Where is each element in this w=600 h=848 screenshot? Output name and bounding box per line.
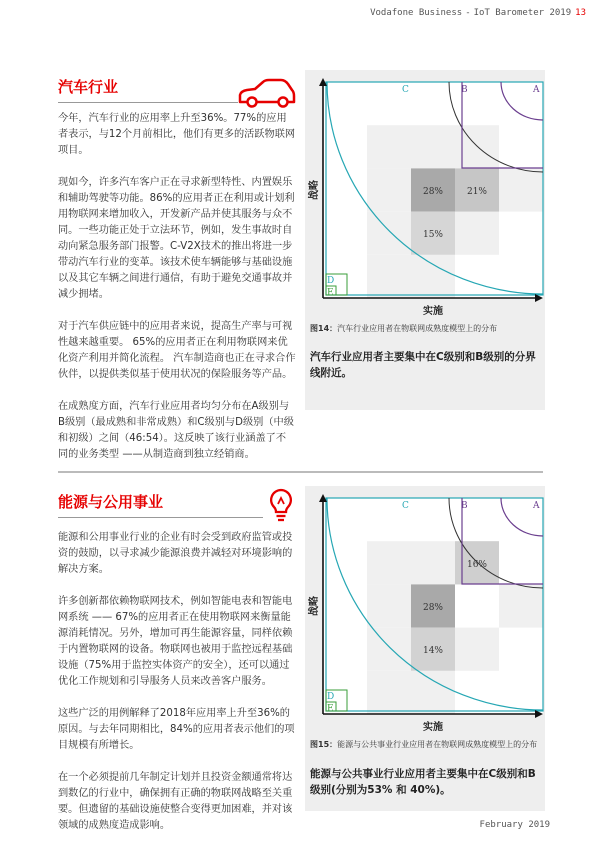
automotive-body [58,111,296,479]
energy-body [58,530,296,848]
cell-label: 15% [422,230,444,241]
caption-text: 能源与公共事业行业应用者在物联网成熟度模型上的分布 [337,740,538,749]
grid-cell [411,671,455,714]
grid-cell [367,168,411,211]
caption-prefix: 图15： [310,740,338,749]
header-report: IoT Barometer 2019 [473,8,572,18]
page-footer: February 2019 [479,820,550,830]
section-title-energy: 能源与公用事业 [58,493,164,511]
automotive-maturity-chart [305,70,545,320]
page-header [370,8,586,18]
section-divider [58,471,543,473]
y-axis-label: 战略 [309,180,320,200]
zone-label: D [327,692,335,702]
x-axis-label: 实施 [423,722,443,733]
cell-label: 21% [466,187,488,197]
automotive-paragraph: 对于汽车供应链中的应用者来说，提高生产率与可视性越来越重要。 65%的应用者正在利用物联网来优化资产利用并简化流程。 汽车制造商也正在寻求合作伙伴，以提供类似基于使用状况的保险服务等产品。 [58,321,296,380]
energy-paragraph: 这些广泛的用例解释了2018年应用率上升至36%的原因。与去年同期相比，84%的应用者表示他们的项目规模有所增长。 [58,708,295,751]
cell-label: 28% [422,187,444,197]
grid-cell [499,584,543,627]
zone-label: C [402,85,409,95]
zone-label: C [402,501,409,511]
y-axis-label: 战略 [309,596,320,616]
grid-cell [367,628,411,671]
zone-label: D [327,276,335,286]
car-icon [238,78,296,108]
automotive-paragraph: 在成熟度方面，汽车行业应用者均匀分布在A级别与B级别（最成熟和非常成熟）和C级别与D级别（中级和初级）之间（46:54）。这反映了该行业涵盖了不同的业务类型 ——从制造商到独立经销商。 [58,401,294,460]
grid-cell [367,584,411,627]
zone-label: E [327,704,334,714]
section-title-automotive: 汽车行业 [58,78,119,96]
cell-label: 28% [422,603,444,613]
zone-label: B [461,85,468,95]
figure-14-caption [310,323,497,334]
energy-paragraph: 在一个必须提前几年制定计划并且投资金额通常将达到数亿的行业中，确保拥有正确的物联网战略至关重要。但遗留的基础设施使整合变得更加困难，并对该领域的成熟度造成影响。 [58,772,293,831]
grid-cell [499,168,543,211]
energy-maturity-chart [305,486,545,736]
zone-label: A [533,85,540,95]
cell-label: 14% [422,646,444,657]
grid-cell [411,125,455,168]
energy-paragraph: 许多创新都依赖物联网技术，例如智能电表和智能电网系统 —— 67%的应用者正在使用物联网来衡量能源消耗情况。另外，增加可再生能源容量，同样依赖于内置物联网的设备。物联网也被用于监控远程基础设施（75%用于监控实体资产的安全），还可以通过优化工作规划和引导服务人员来改善客户服务。 [58,596,293,687]
automotive-paragraph: 今年，汽车行业的应用率上升至36%。77%的应用者表示，与12个月前相比，他们有更多的活跃物联网项目。 [58,113,296,156]
caption-prefix: 图14： [310,324,338,333]
automotive-paragraph: 现如今，许多汽车客户正在寻求新型特性、内置娱乐和辅助驾驶等功能。86%的应用者正在利用或计划利用物联网来增加收入，开发新产品并使其服务与众不同。一些功能正处于立法环节，例如，发生事故时自动向紧急服务部门报警。C-V2X技术的推出将进一步带动汽车行业的变革。该技术使车辆能够与基础设施以及其它车辆之间进行通信，有助于避免交通事故并减少拥堵。 [58,177,295,300]
lightbulb-icon [268,487,294,523]
grid-cell [411,255,455,298]
header-brand: Vodafone Business [370,8,463,18]
title-underline [58,102,238,103]
energy-paragraph: 能源和公用事业行业的企业有时会受到政府监管或投资的鼓励，以寻求减少能源浪费并减轻对环境影响的解决方案。 [58,532,293,575]
cell-label: 16% [466,559,488,570]
grid-cell [455,212,499,255]
zone-label: E [327,288,334,298]
grid-cell [411,541,455,584]
grid-cell [367,541,411,584]
grid-cell [367,671,411,714]
title-underline [58,517,263,518]
grid-cell [367,125,411,168]
figure-15-caption [310,739,537,750]
automotive-summary: 汽车行业应用者主要集中在C级别和B级别的分界线附近。 [310,351,536,379]
grid-cell [367,212,411,255]
header-separator: - [465,8,471,18]
zone-label: A [533,501,540,511]
grid-cell [367,255,411,298]
energy-chart-panel [305,486,545,811]
grid-cell [455,628,499,671]
zone-label: B [461,501,468,511]
page-number: 13 [575,8,586,18]
caption-text: 汽车行业应用者在物联网成熟度模型上的分布 [337,324,498,333]
x-axis-label: 实施 [423,306,443,317]
energy-summary: 能源与公共事业行业应用者主要集中在C级别和B级别(分别为53% 和 40%)。 [310,768,536,796]
